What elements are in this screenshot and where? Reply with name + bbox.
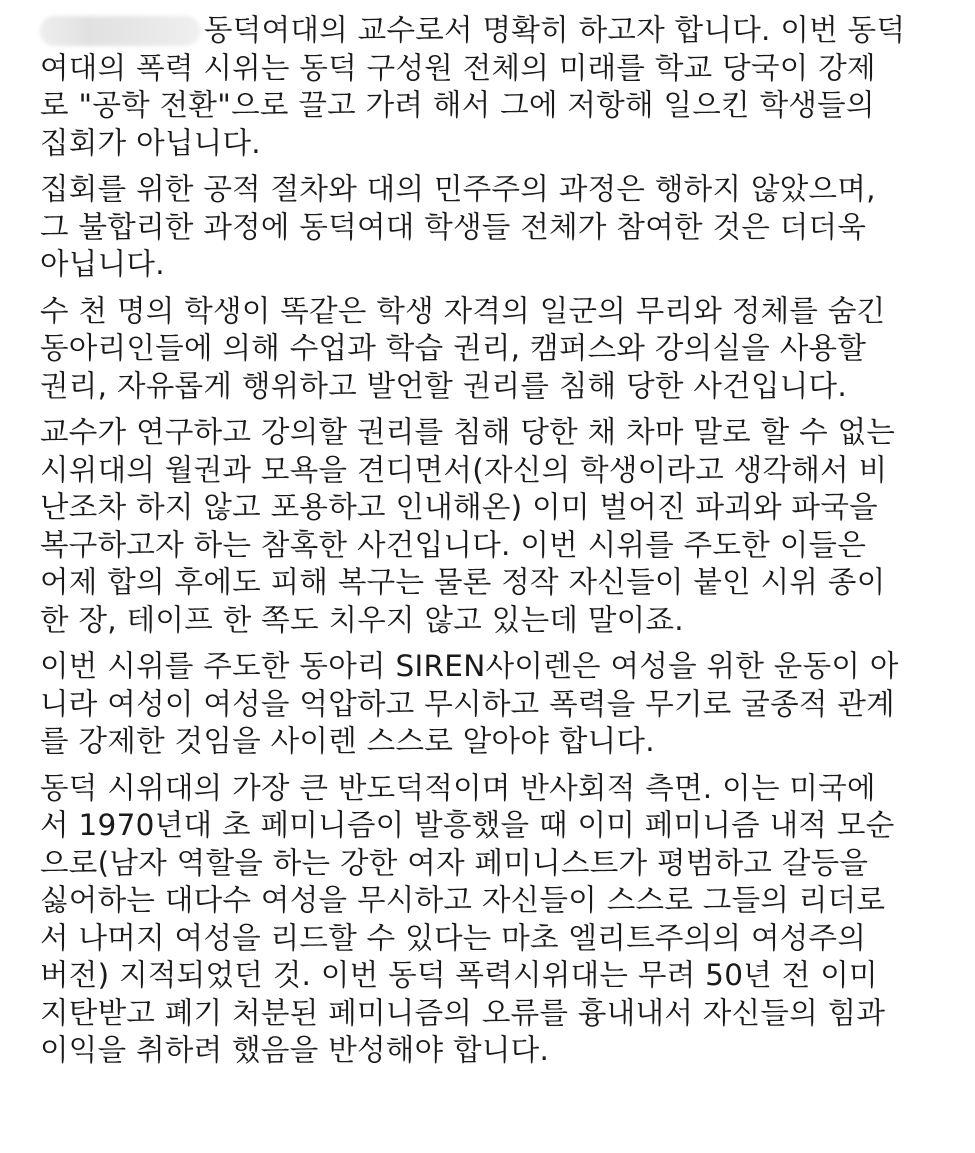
paragraph-3: 수 천 명의 학생이 똑같은 학생 자격의 일군의 무리와 정체를 숨긴 동아리인들에 의해 수업과 학습 권리, 캠퍼스와 강의실을 사용할 권리, 자유롭게 행위하고 발언할 권리를 침해 당한 사건입니다.	[40, 293, 886, 403]
paragraph-6: 동덕 시위대의 가장 큰 반도덕적이며 반사회적 측면. 이는 미국에 서 1970년대 초 페미니즘이 발흥했을 때 이미 페미니즘 내적 모순 으로(남자 역할을 하는 강한 여자 페미니스트가 평범하고 갈등을 싫어하는 대다수 여성을 무시하고 자신들이 스스로 그들의 리더로 서 나머지 여성을 리드할 수 있다는 마초 엘리트주의의 여성주의 버전) 지적되었던 것. 이번 동덕 폭력시위대는 무려 50년 전 이미 지탄받고 폐기 처분된 페미니즘의 오류를 흉내내서 자신들의 힘과 이익을 취하려 했음을 반성해야 합니다.	[40, 770, 895, 1067]
paragraph-4: 교수가 연구하고 강의할 권리를 침해 당한 채 차마 말로 할 수 없는 시위대의 월권과 모욕을 견디면서(자신의 학생이라고 생각해서 비 난조차 하지 않고 포용하고 인내해온) 이미 벌어진 파괴와 파국을 복구하고자 하는 참혹한 사건입니다. 이번 시위를 주도한 이들은 어제 합의 후에도 피해 복구는 물론 정작 자신들이 붙인 시위 종이 한 장, 테이프 한 쪽도 치우지 않고 있는데 말이죠.	[40, 415, 896, 637]
paragraph-1-text: 동덕여대의 교수로서 명확히 하고자 합니다. 이번 동덕 여대의 폭력 시위는 동덕 구성원 전체의 미래를 학교 당국이 강제 로 "공학 전환"으로 끌고 가려 해서 그에 저항해 일으킨 학생들의 집회가 아닙니다.	[40, 13, 906, 160]
paragraph-5: 이번 시위를 주도한 동아리 SIREN사이렌은 여성을 위한 운동이 아 니라 여성이 여성을 억압하고 무시하고 폭력을 무기로 굴종적 관계 를 강제한 것임을 사이렌 스스로 알아야 합니다.	[40, 649, 899, 758]
post-body	[40, 12, 950, 1070]
paragraph-2: 집회를 위한 공적 절차와 대의 민주주의 과정은 행하지 않았으며, 그 불합리한 과정에 동덕여대 학생들 전체가 참여한 것은 더더욱 아닙니다.	[40, 172, 876, 281]
blurred-author-name	[40, 16, 200, 46]
paragraph-1	[40, 12, 950, 162]
